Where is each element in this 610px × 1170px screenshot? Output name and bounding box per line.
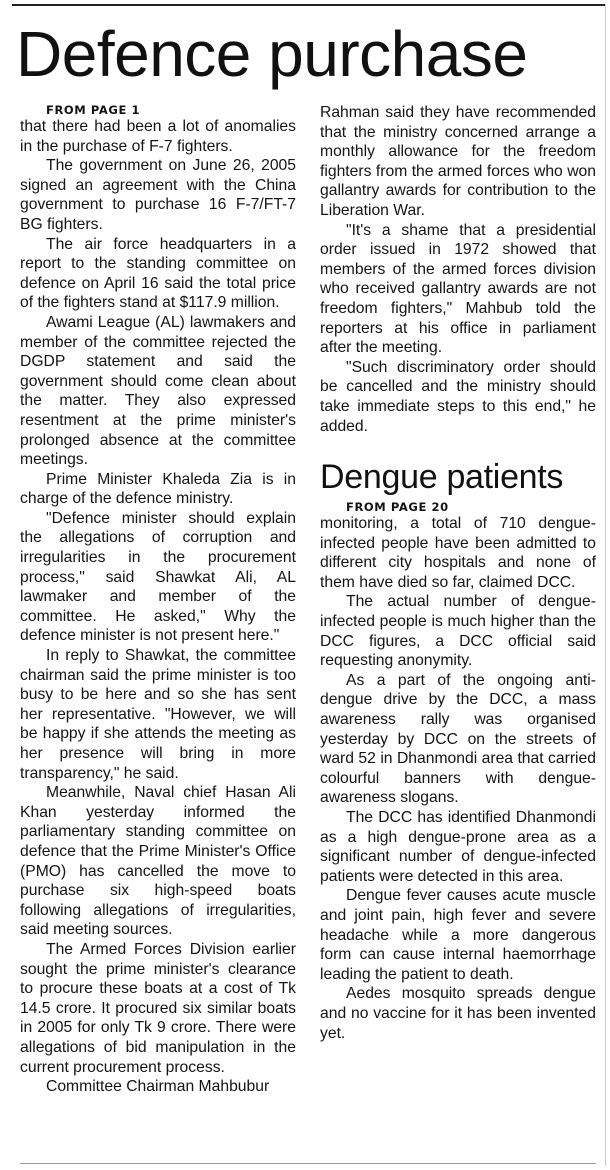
page-edge-rule [605,4,606,1166]
main-story-paragraph: Committee Chairman Mahbubur [46,1078,270,1096]
main-story-continued-paragraph: "It's a shame that a presidential order issued in 1972 showed that members of the armed forces division who received gallantry awards are not freedom fighters," Mahbub told the reporters at his office in parliament after the meeting. [320,221,596,357]
second-story-kicker: FROM PAGE 20 [346,500,449,515]
second-story-paragraph: Dengue fever causes acute muscle and joint pain, high fever and severe headache while a more dangerous form can cause internal haemorrhage leading the patient to death. [320,887,596,983]
main-story-paragraph: In reply to Shawkat, the committee chairman said the prime minister is too busy to be here and so she has sent her representative. "However, we will be happy if she attends the meeting as her presence will bring in more transparency," he said. [20,647,296,782]
main-story-paragraph: that there had been a lot of anomalies in the purchase of F-7 fighters. [20,118,296,155]
second-story-paragraph: As a part of the ongoing anti-dengue drive by the DCC, a mass awareness rally was organised yesterday by DCC on the streets of ward 52 in Dhanmondi area that carried colourful banners with dengue-awareness slogans. [320,671,596,807]
main-headline: Defence purchase [16,18,528,90]
main-story-paragraph: Awami League (AL) lawmakers and member of the committee rejected the DGDP statement and said the government should come clean about the matter. They also expressed resentment at the prime minister's prolonged absence at the committee meetings. [20,313,296,469]
main-story-paragraph: The Armed Forces Division earlier sought the prime minister's clearance to procure these boats at a cost of Tk 14.5 crore. It procured six similar boats in 2005 for only Tk 9 crore. There were allegations of bid manipulation in the current procurement process. [20,940,296,1076]
main-story-continued-paragraph: "Such discriminatory order should be cancelled and the ministry should take immediate steps to this end," he added. [320,358,596,435]
second-story-paragraph: monitoring, a total of 710 dengue-infected people have been admitted to different city hospitals and none of them have died so far, claimed DCC. [320,515,596,591]
second-story-paragraph: The actual number of dengue-infected people is much higher than the DCC figures, a DCC official said requesting anonymity. [320,593,596,670]
main-story-column-left [20,103,296,1097]
right-column [320,103,596,1043]
main-story-paragraph: The government on June 26, 2005 signed an agreement with the China government to purchase 16 F-7/FT-7 BG fighters. [20,157,296,233]
main-story-continued-paragraph: Rahman said they have recommended that the ministry concerned arrange a monthly allowance for the freedom fighters from the armed forces who won gallantry awards for contribution to the Liberation War. [320,104,596,219]
main-story-paragraph: Prime Minister Khaleda Zia is in charge of the defence ministry. [20,470,296,508]
main-story-paragraph: Meanwhile, Naval chief Hasan Ali Khan yesterday informed the parliamentary standing committee on defence that the Prime Minister's Office (PMO) has cancelled the move to purchase six high-speed boats following allegations of irregularities, said meeting sources. [20,784,296,939]
main-story-paragraph: "Defence minister should explain the allegations of corruption and irregularities in the procurement process," said Shawkat Ali, AL lawmaker and member of the committee. He asked," Why the defence minister is not present here." [20,509,296,645]
second-story-paragraph: The DCC has identified Dhanmondi as a high dengue-prone area as a significant number of dengue-infected patients were detected in this area. [320,809,596,885]
main-story-kicker: FROM PAGE 1 [46,103,141,117]
second-story-paragraph: Aedes mosquito spreads dengue and no vaccine for it has been invented yet. [320,985,596,1042]
bottom-rule [20,1163,596,1164]
top-rule [12,4,606,6]
main-story-paragraph: The air force headquarters in a report to the standing committee on defence on April 16 said the total price of the fighters stand at $117.9 million. [20,235,296,312]
second-headline: Dengue patients [320,458,564,497]
